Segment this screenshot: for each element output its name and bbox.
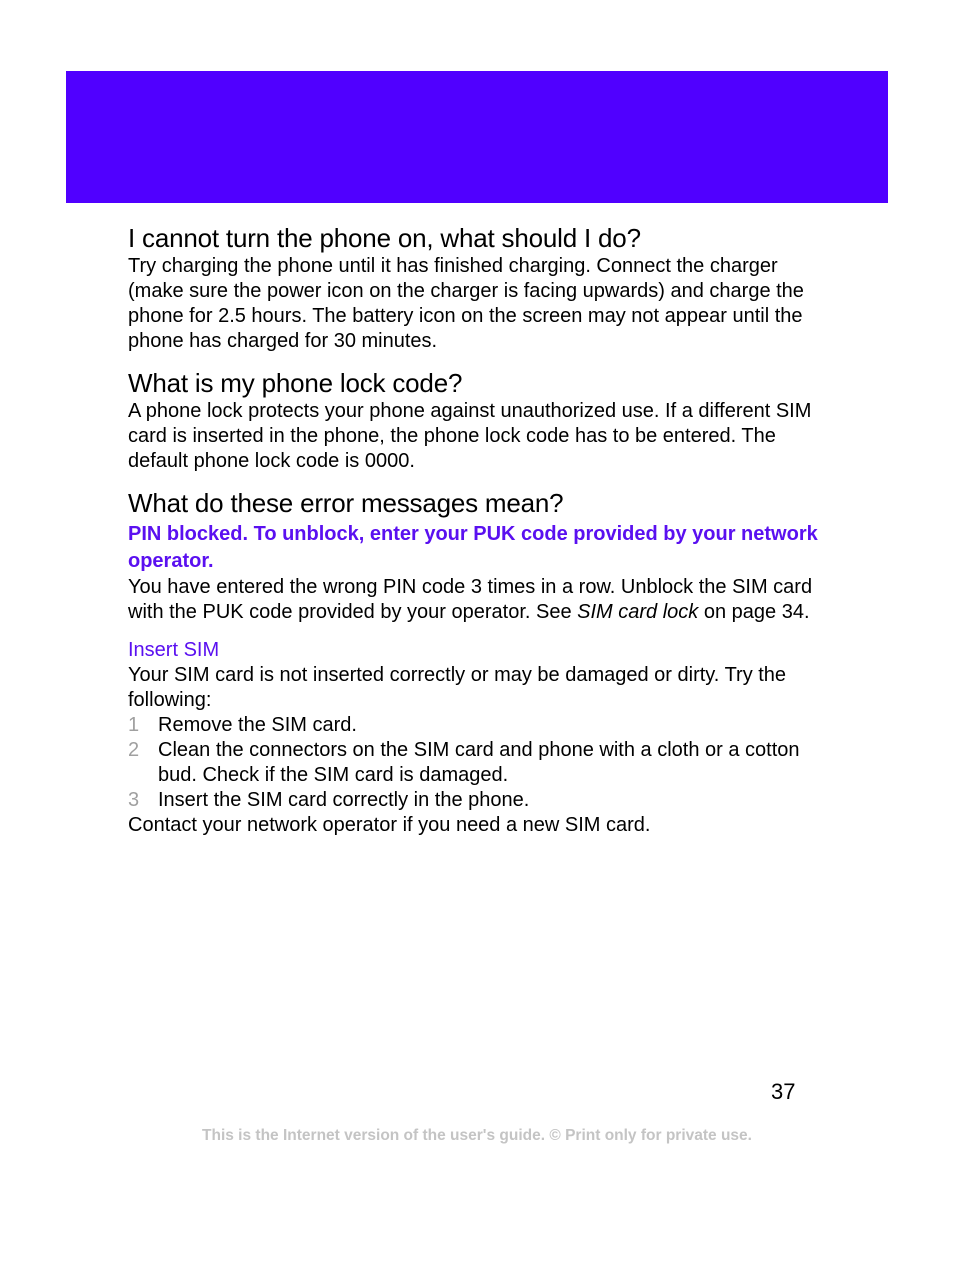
paragraph-insert-sim-intro: Your SIM card is not inserted correctly or may be damaged or dirty. Try the following:: [128, 664, 787, 711]
paragraph-phone-lock: [128, 399, 828, 474]
step-text: Clean the connectors on the SIM card and phone with a cloth or a cotton bud. Check if the SIM card is damaged.: [158, 739, 800, 786]
paragraph-contact-operator: Contact your network operator if you need a new SIM card.: [128, 814, 651, 836]
heading-phone-wont-turn-on: I cannot turn the phone on, what should I do?: [128, 223, 641, 253]
default-lock-code: 0000: [364, 450, 410, 472]
list-item: [128, 738, 828, 788]
heading-phone-lock-code: What is my phone lock code?: [128, 368, 463, 398]
step-text: Insert the SIM card correctly in the phone.: [158, 789, 530, 811]
step-number: 3: [128, 789, 140, 811]
step-text: Remove the SIM card.: [158, 714, 357, 736]
pin-text-before: You have entered the wrong PIN code 3 times in a row. Unblock the SIM card with the PUK code provided by your operator. See: [128, 576, 813, 623]
paragraph-pin-blocked: [128, 575, 828, 625]
subheading-pin-blocked: PIN blocked. To unblock, enter your PUK code provided by your network operator.: [128, 523, 818, 572]
header-banner: [66, 71, 888, 203]
paragraph-charging: Try charging the phone until it has finished charging. Connect the charger (make sure the power icon on the charger is facing upwards) and charge the phone for 2.5 hours. The battery icon on the screen may not appear until the phone has charged for 30 minutes.: [128, 255, 804, 352]
lock-text-before: A phone lock protects your phone against unauthorized use. If a different SIM card is inserted in the phone, the phone lock code has to be entered. The default phone lock code is: [128, 400, 812, 472]
list-item: [128, 788, 828, 813]
step-number: 2: [128, 739, 140, 761]
page-number: 37: [771, 1079, 796, 1104]
step-number: 1: [128, 714, 140, 736]
list-item: [128, 713, 828, 738]
lock-text-after: .: [409, 450, 415, 472]
footer-notice: This is the Internet version of the user's guide. © Print only for private use.: [202, 1127, 752, 1144]
heading-error-messages: What do these error messages mean?: [128, 488, 564, 518]
pin-text-after: on page 34.: [698, 601, 810, 623]
page-content: [128, 222, 828, 838]
sim-card-lock-reference: SIM card lock: [577, 601, 699, 623]
sim-steps-list: [128, 713, 828, 813]
subheading-insert-sim: Insert SIM: [128, 639, 220, 661]
